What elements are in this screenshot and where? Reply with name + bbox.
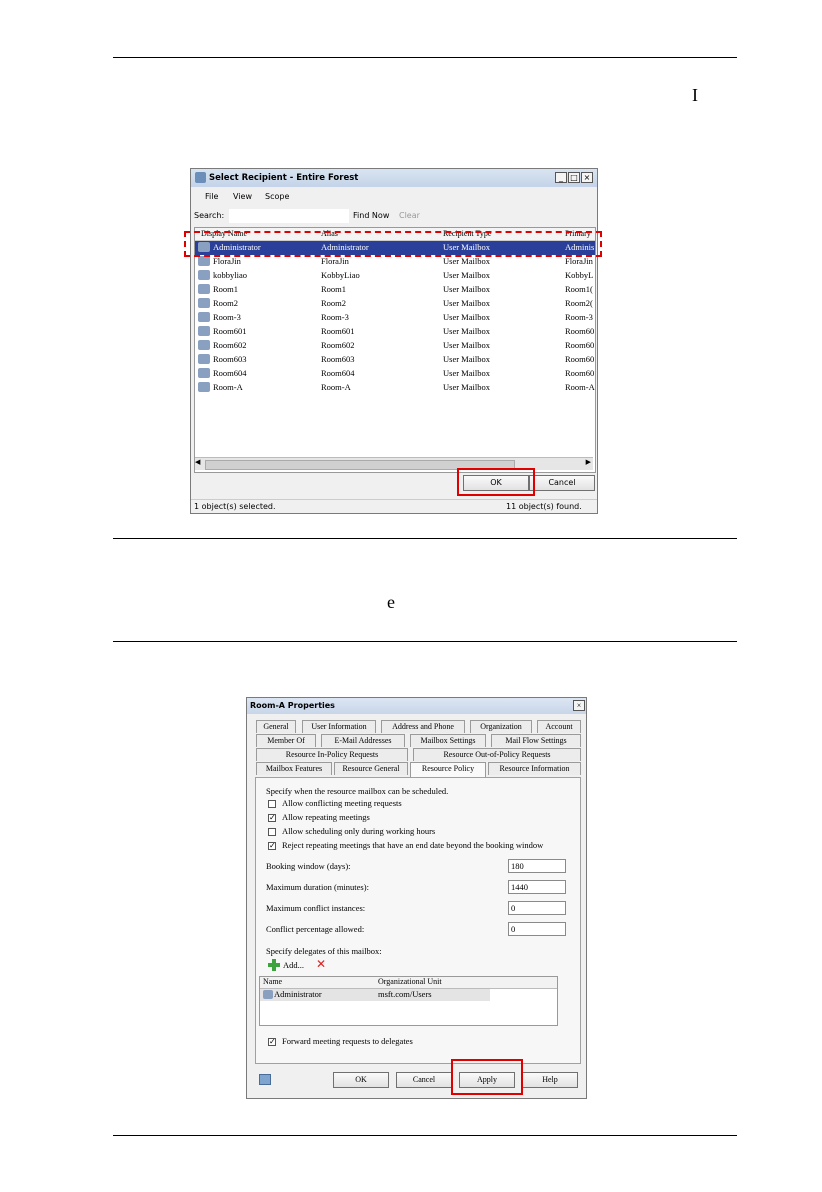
max-duration-label: Maximum duration (minutes): (266, 882, 369, 892)
maximize-icon[interactable]: □ (568, 172, 580, 183)
mailbox-icon (198, 354, 210, 364)
schedule-heading: Specify when the resource mailbox can be scheduled. (266, 786, 449, 796)
table-cell: User Mailbox (443, 312, 490, 322)
table-cell: Adminis (565, 242, 595, 252)
table-cell: User Mailbox (443, 340, 490, 350)
table-cell: User Mailbox (443, 298, 490, 308)
properties-icon (259, 1074, 271, 1085)
tab-mail-flow-settings[interactable]: Mail Flow Settings (491, 734, 581, 747)
page-fragment-middle: e (387, 592, 395, 612)
title-bar (191, 169, 597, 187)
apply-button-highlight (451, 1059, 523, 1095)
tab-resource-out-of-policy[interactable]: Resource Out-of-Policy Requests (413, 748, 581, 761)
mailbox-icon (198, 284, 210, 294)
table-cell: Administrator (213, 242, 261, 252)
table-cell: Room602 (321, 340, 355, 350)
middle-rule-2 (113, 641, 737, 642)
tab-resource-in-policy[interactable]: Resource In-Policy Requests (256, 748, 408, 761)
conflict-percentage-label: Conflict percentage allowed: (266, 924, 365, 934)
table-cell: Room-3 (213, 312, 241, 322)
table-cell: Room2 (213, 298, 239, 308)
mailbox-icon (198, 256, 210, 266)
apply-button[interactable]: Apply (459, 1072, 515, 1088)
title-bar (247, 698, 586, 714)
mailbox-icon (198, 312, 210, 322)
table-cell: User Mailbox (443, 354, 490, 364)
max-conflict-label: Maximum conflict instances: (266, 903, 366, 913)
top-rule (113, 57, 737, 58)
column-header[interactable]: Alias (321, 229, 338, 238)
delegate-ou: msft.com/Users (378, 989, 432, 999)
tab-resource-general[interactable]: Resource General (334, 762, 408, 775)
ok-button[interactable]: OK (333, 1072, 389, 1088)
column-header[interactable]: Organizational Unit (378, 977, 442, 986)
tab-mailbox-settings[interactable]: Mailbox Settings (410, 734, 486, 747)
minimize-icon[interactable]: _ (555, 172, 567, 183)
table-cell: KobbyLiao (321, 270, 360, 280)
table-cell: Room1 (321, 284, 347, 294)
dialog-title: Select Recipient - Entire Forest (209, 173, 359, 183)
mailbox-icon (198, 368, 210, 378)
table-cell: Room1( (565, 284, 593, 294)
checkbox-allow-repeating[interactable]: ✓ (269, 813, 276, 822)
reject-repeating-label: Reject repeating meetings that have an end date beyond the booking window (282, 840, 544, 850)
app-icon (195, 172, 206, 183)
status-bar (191, 499, 597, 515)
table-cell: User Mailbox (443, 368, 490, 378)
table-row[interactable] (195, 325, 595, 339)
table-row[interactable] (195, 353, 595, 367)
table-cell: User Mailbox (443, 382, 490, 392)
bottom-rule (113, 1135, 737, 1136)
find-now-button[interactable]: Find Now (353, 211, 390, 220)
table-row[interactable] (195, 339, 595, 353)
tab-resource-policy[interactable]: Resource Policy (410, 762, 486, 778)
table-row[interactable] (195, 269, 595, 283)
table-cell: Room603 (213, 354, 247, 364)
table-row[interactable] (195, 255, 595, 269)
mailbox-icon (198, 326, 210, 336)
tab-account[interactable]: Account (537, 720, 581, 733)
close-icon[interactable]: × (581, 172, 593, 183)
mailbox-icon (198, 382, 210, 392)
close-icon[interactable]: × (573, 700, 585, 711)
table-cell: Room60 (565, 354, 595, 364)
room-a-properties-dialog (246, 697, 587, 1099)
table-cell: Room603 (321, 354, 355, 364)
column-header[interactable]: Primary (565, 229, 591, 238)
help-button[interactable]: Help (522, 1072, 578, 1088)
delegates-grid (259, 976, 558, 1026)
table-cell: Room-A (565, 382, 595, 392)
working-hours-label: Allow scheduling only during working hours (282, 826, 436, 836)
add-button[interactable]: Add... (283, 960, 305, 970)
allow-repeating-label: Allow repeating meetings (282, 812, 370, 822)
tab-user-information[interactable]: User Information (302, 720, 376, 733)
mailbox-icon (198, 340, 210, 350)
ok-button-highlight (457, 468, 535, 496)
table-cell: User Mailbox (443, 326, 490, 336)
cancel-button[interactable]: Cancel (396, 1072, 452, 1088)
menu-scope[interactable]: Scope (265, 192, 290, 201)
table-row[interactable] (195, 283, 595, 297)
status-found: 11 object(s) found. (506, 502, 582, 511)
tab-address-and-phone[interactable]: Address and Phone (381, 720, 465, 733)
scroll-left-icon[interactable]: ◀ (195, 458, 201, 466)
tab-member-of[interactable]: Member Of (256, 734, 316, 747)
page-fragment-top: I (692, 85, 698, 105)
checkbox-reject-repeating[interactable]: ✓ (269, 841, 276, 850)
search-input[interactable] (228, 208, 350, 224)
tab-resource-information[interactable]: Resource Information (488, 762, 581, 775)
status-selected: 1 object(s) selected. (194, 502, 276, 511)
booking-window-label: Booking window (days): (266, 861, 351, 871)
user-icon (263, 990, 273, 999)
search-label: Search: (194, 211, 225, 220)
table-row[interactable] (195, 297, 595, 311)
table-cell: Room602 (213, 340, 247, 350)
table-cell: Room-A (213, 382, 243, 392)
table-cell: Room604 (213, 368, 247, 378)
clear-button[interactable]: Clear (399, 211, 420, 220)
table-cell: FloraJin (565, 256, 593, 266)
tab-general[interactable]: General (256, 720, 296, 733)
table-cell: FloraJin (213, 256, 241, 266)
scroll-right-icon[interactable]: ▶ (585, 458, 591, 466)
delegate-name: Administrator (274, 989, 322, 999)
tab-mailbox-features[interactable]: Mailbox Features (256, 762, 332, 775)
column-header[interactable]: Name (263, 977, 283, 986)
recipient-grid (194, 227, 596, 473)
delegates-label: Specify delegates of this mailbox: (266, 946, 382, 956)
tab-email-addresses[interactable]: E-Mail Addresses (321, 734, 405, 747)
table-cell: Room1 (213, 284, 239, 294)
table-cell: Room-3 (321, 312, 349, 322)
table-row[interactable] (260, 989, 490, 1001)
add-icon[interactable] (268, 959, 280, 971)
table-cell: User Mailbox (443, 242, 490, 252)
table-cell: Room60 (565, 340, 595, 350)
max-conflict-field[interactable]: 0 (508, 901, 566, 915)
tab-organization[interactable]: Organization (470, 720, 532, 733)
table-cell: Room-3 (565, 312, 593, 322)
checkbox-allow-conflicting[interactable] (268, 800, 276, 808)
table-row[interactable] (195, 311, 595, 325)
table-cell: User Mailbox (443, 256, 490, 266)
dialog-title: Room-A Properties (250, 701, 335, 710)
forward-requests-label: Forward meeting requests to delegates (282, 1036, 413, 1046)
column-header[interactable]: Display Name (201, 229, 247, 238)
table-cell: Administrator (321, 242, 369, 252)
table-row[interactable] (195, 381, 595, 395)
select-recipient-dialog (190, 168, 598, 514)
mailbox-icon (198, 298, 210, 308)
checkbox-working-hours[interactable] (268, 828, 276, 836)
menu-view[interactable]: View (233, 192, 252, 201)
table-cell: FloraJin (321, 256, 349, 266)
table-cell: Room60 (565, 368, 595, 378)
menu-file[interactable]: File (205, 192, 219, 201)
table-cell: Room2 (321, 298, 347, 308)
table-row[interactable] (195, 367, 595, 381)
checkbox-forward-requests[interactable]: ✓ (269, 1037, 276, 1046)
remove-icon[interactable]: ✕ (316, 957, 327, 971)
table-cell: Room-A (321, 382, 351, 392)
cancel-button[interactable]: Cancel (529, 475, 595, 491)
grid-header (260, 977, 557, 989)
column-header[interactable]: Recipient Type (443, 229, 492, 238)
table-cell: User Mailbox (443, 270, 490, 280)
table-cell: kobbyliao (213, 270, 247, 280)
middle-rule-1 (113, 538, 737, 539)
table-cell: Room2( (565, 298, 593, 308)
ok-button[interactable]: OK (463, 475, 529, 491)
table-cell: Room604 (321, 368, 355, 378)
table-cell: Room60 (565, 326, 595, 336)
max-duration-field[interactable]: 1440 (508, 880, 566, 894)
conflict-percentage-field[interactable]: 0 (508, 922, 566, 936)
table-cell: User Mailbox (443, 284, 490, 294)
administrator-row-highlight (184, 231, 602, 257)
table-cell: Room601 (321, 326, 355, 336)
mailbox-icon (198, 270, 210, 280)
allow-conflicting-label: Allow conflicting meeting requests (282, 798, 402, 808)
table-cell: Room601 (213, 326, 247, 336)
table-cell: KobbyL (565, 270, 594, 280)
booking-window-field[interactable]: 180 (508, 859, 566, 873)
